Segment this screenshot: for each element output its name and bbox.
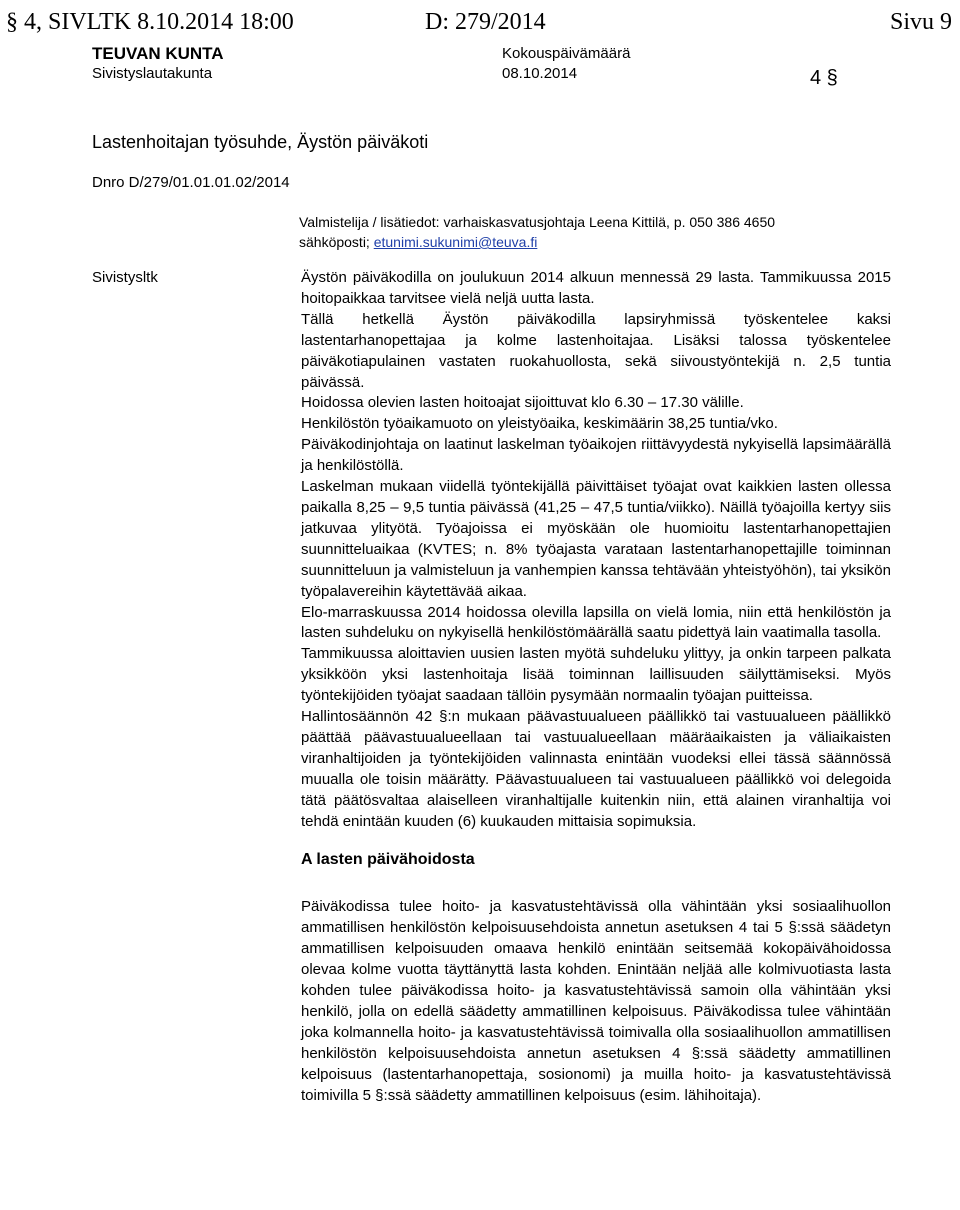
document-title: Lastenhoitajan työsuhde, Äystön päiväkoti: [92, 132, 429, 152]
committee-label: Sivistysltk: [92, 269, 158, 286]
preparer-info: [299, 212, 775, 252]
paragraph: Päiväkodinjohtaja on laatinut laskelman työaikojen riittävyydestä nykyisellä lapsimäärällä ja henkilöstöllä.: [301, 436, 891, 475]
record-number: Dnro D/279/01.01.01.02/2014: [92, 174, 290, 191]
banner-section-info: § 4, SIVLTK 8.10.2014 18:00: [6, 9, 294, 35]
meeting-date-label: Kokouspäivämäärä: [502, 45, 631, 62]
banner-page-number: Sivu 9: [889, 9, 952, 35]
paragraph: Äystön päiväkodilla on joulukuun 2014 alkuun mennessä 29 lasta. Tammikuussa 2015 hoitopaikkaa tarvitsee vielä neljä uutta lasta.: [301, 269, 891, 307]
email-link[interactable]: etunimi.sukunimi@teuva.fi: [373, 234, 538, 250]
paragraph: Hallintosäännön 42 §:n mukaan päävastuualueen päällikkö tai vastuualueen päällikkö päättää päävastuualueellaan tai vastuualueellaan määräaikaisten ja väliaikaisten viranhaltijoiden ja työntekijöiden valinnasta enintään vuodeksi ellei tässä säännössä muualla ole toisin määrätty. Päävastuualueen tai vastuualueen päällikkö voi delegoida tätä päätösvaltaa alaiselleen viranhaltijalle kuitenkin niin, että alainen viranhaltija voi tehdä enintään kuuden (6) kuukauden mittaisia sopimuksia.: [301, 708, 891, 830]
preparer-line: Valmistelija / lisätiedot: varhaiskasvatusjohtaja Leena Kittilä, p. 050 386 4650: [299, 214, 776, 230]
paragraph: Henkilöstön työaikamuoto on yleistyöaika, keskimäärin 38,25 tuntia/vko.: [301, 415, 778, 433]
board-name: Sivistyslautakunta: [92, 65, 213, 82]
paragraph: Päiväkodissa tulee hoito- ja kasvatustehtävissä olla vähintään yksi sosiaalihuollon ammatillisen henkilöstön kelpoisuusehdoista annetun asetuksen 4 tai 5 §:ssä säädetyn ammatillisen kelpoisuuden omaava henkilö enintään seitsemää kokopäivähoidossa olevaa kolme vuotta täyttänyttä lasta kohden. Enintään neljää alle kolmivuotiasta lasta kohden tulee päiväkodissa hoito- ja kasvatustehtävissä samoin olla vähintään yksi henkilö, jolla on edellä säädetty ammatillinen kelpoisuus. Päiväkodissa tulee vähintään joka kolmannella hoito- ja kasvatustehtävissä toimivalla olla sosiaalihuollon ammatillisen henkilöstön kelpoisuusehdoista annetun asetuksen 4 §:ssä säädetty ammatillinen kelpoisuus (lastentarhanopettaja, sosionomi) ja muilla hoito- ja kasvatustehtävissä toimivilla 5 §:ssä säädetty ammatillinen kelpoisuus (esim. lähihoitaja).: [301, 898, 891, 1104]
document-body: [301, 268, 891, 1106]
page-banner: [6, 6, 952, 38]
meeting-date-value: 08.10.2014: [502, 65, 578, 82]
paragraph: Elo-marraskuussa 2014 hoidossa olevilla lapsilla on vielä lomia, niin että henkilöstön ja lasten suhdeluku on nykyisellä henkilöstömäärällä saatu pidettyä lain vaatimalla tasolla.: [301, 603, 891, 642]
section-number: 4 §: [810, 67, 838, 89]
organization-name: TEUVAN KUNTA: [92, 44, 224, 63]
paragraph: Hoidossa olevien lasten hoitoajat sijoittuvat klo 6.30 – 17.30 välille.: [301, 394, 744, 412]
email-line: [299, 232, 775, 252]
paragraph: Tammikuussa aloittavien uusien lasten myötä suhdeluku ylittyy, ja onkin tarpeen palkata yksikköön yksi lastenhoitaja lisää toiminnan laillisuuden säilyttämiseksi. Myös työntekijöiden työajat saadaan tällöin pysymään normaalin työajan puitteissa.: [301, 645, 891, 705]
subheading: A lasten päivähoidosta: [301, 851, 475, 869]
paragraph: Laskelman mukaan viidellä työntekijällä päivittäiset työajat ovat kaikkien lasten ollessa paikalla 8,25 – 9,5 tuntia päivässä (41,25 – 47,5 tuntia/viikko). Näillä työajoilla kertyy siis jatkuvaa ylityötä. Työajoissa ei myöskään ole huomioitu lastentarhanopettajien suunnitteluaikaa (KVTES; n. 8% työajasta varataan lastentarhanopettajille toiminnan suunnitteluun ja valmisteluun ja vanhempien kanssa tehtävään yhteistyöhön), tai yksikön työpalavereihin käytettävää aikaa.: [301, 478, 891, 600]
paragraph: Tällä hetkellä Äystön päiväkodilla lapsiryhmissä työskentelee kaksi lastentarhanopettajaa ja kolme lastenhoitajaa. Lisäksi talossa työskentelee päiväkotiapulainen vastaten ruokahuollosta, sekä siivoustyöntekijä n. 2,5 tuntia päivässä.: [301, 310, 891, 391]
banner-record-number: D: 279/2014: [425, 9, 546, 35]
email-prefix: sähköposti;: [299, 234, 374, 250]
